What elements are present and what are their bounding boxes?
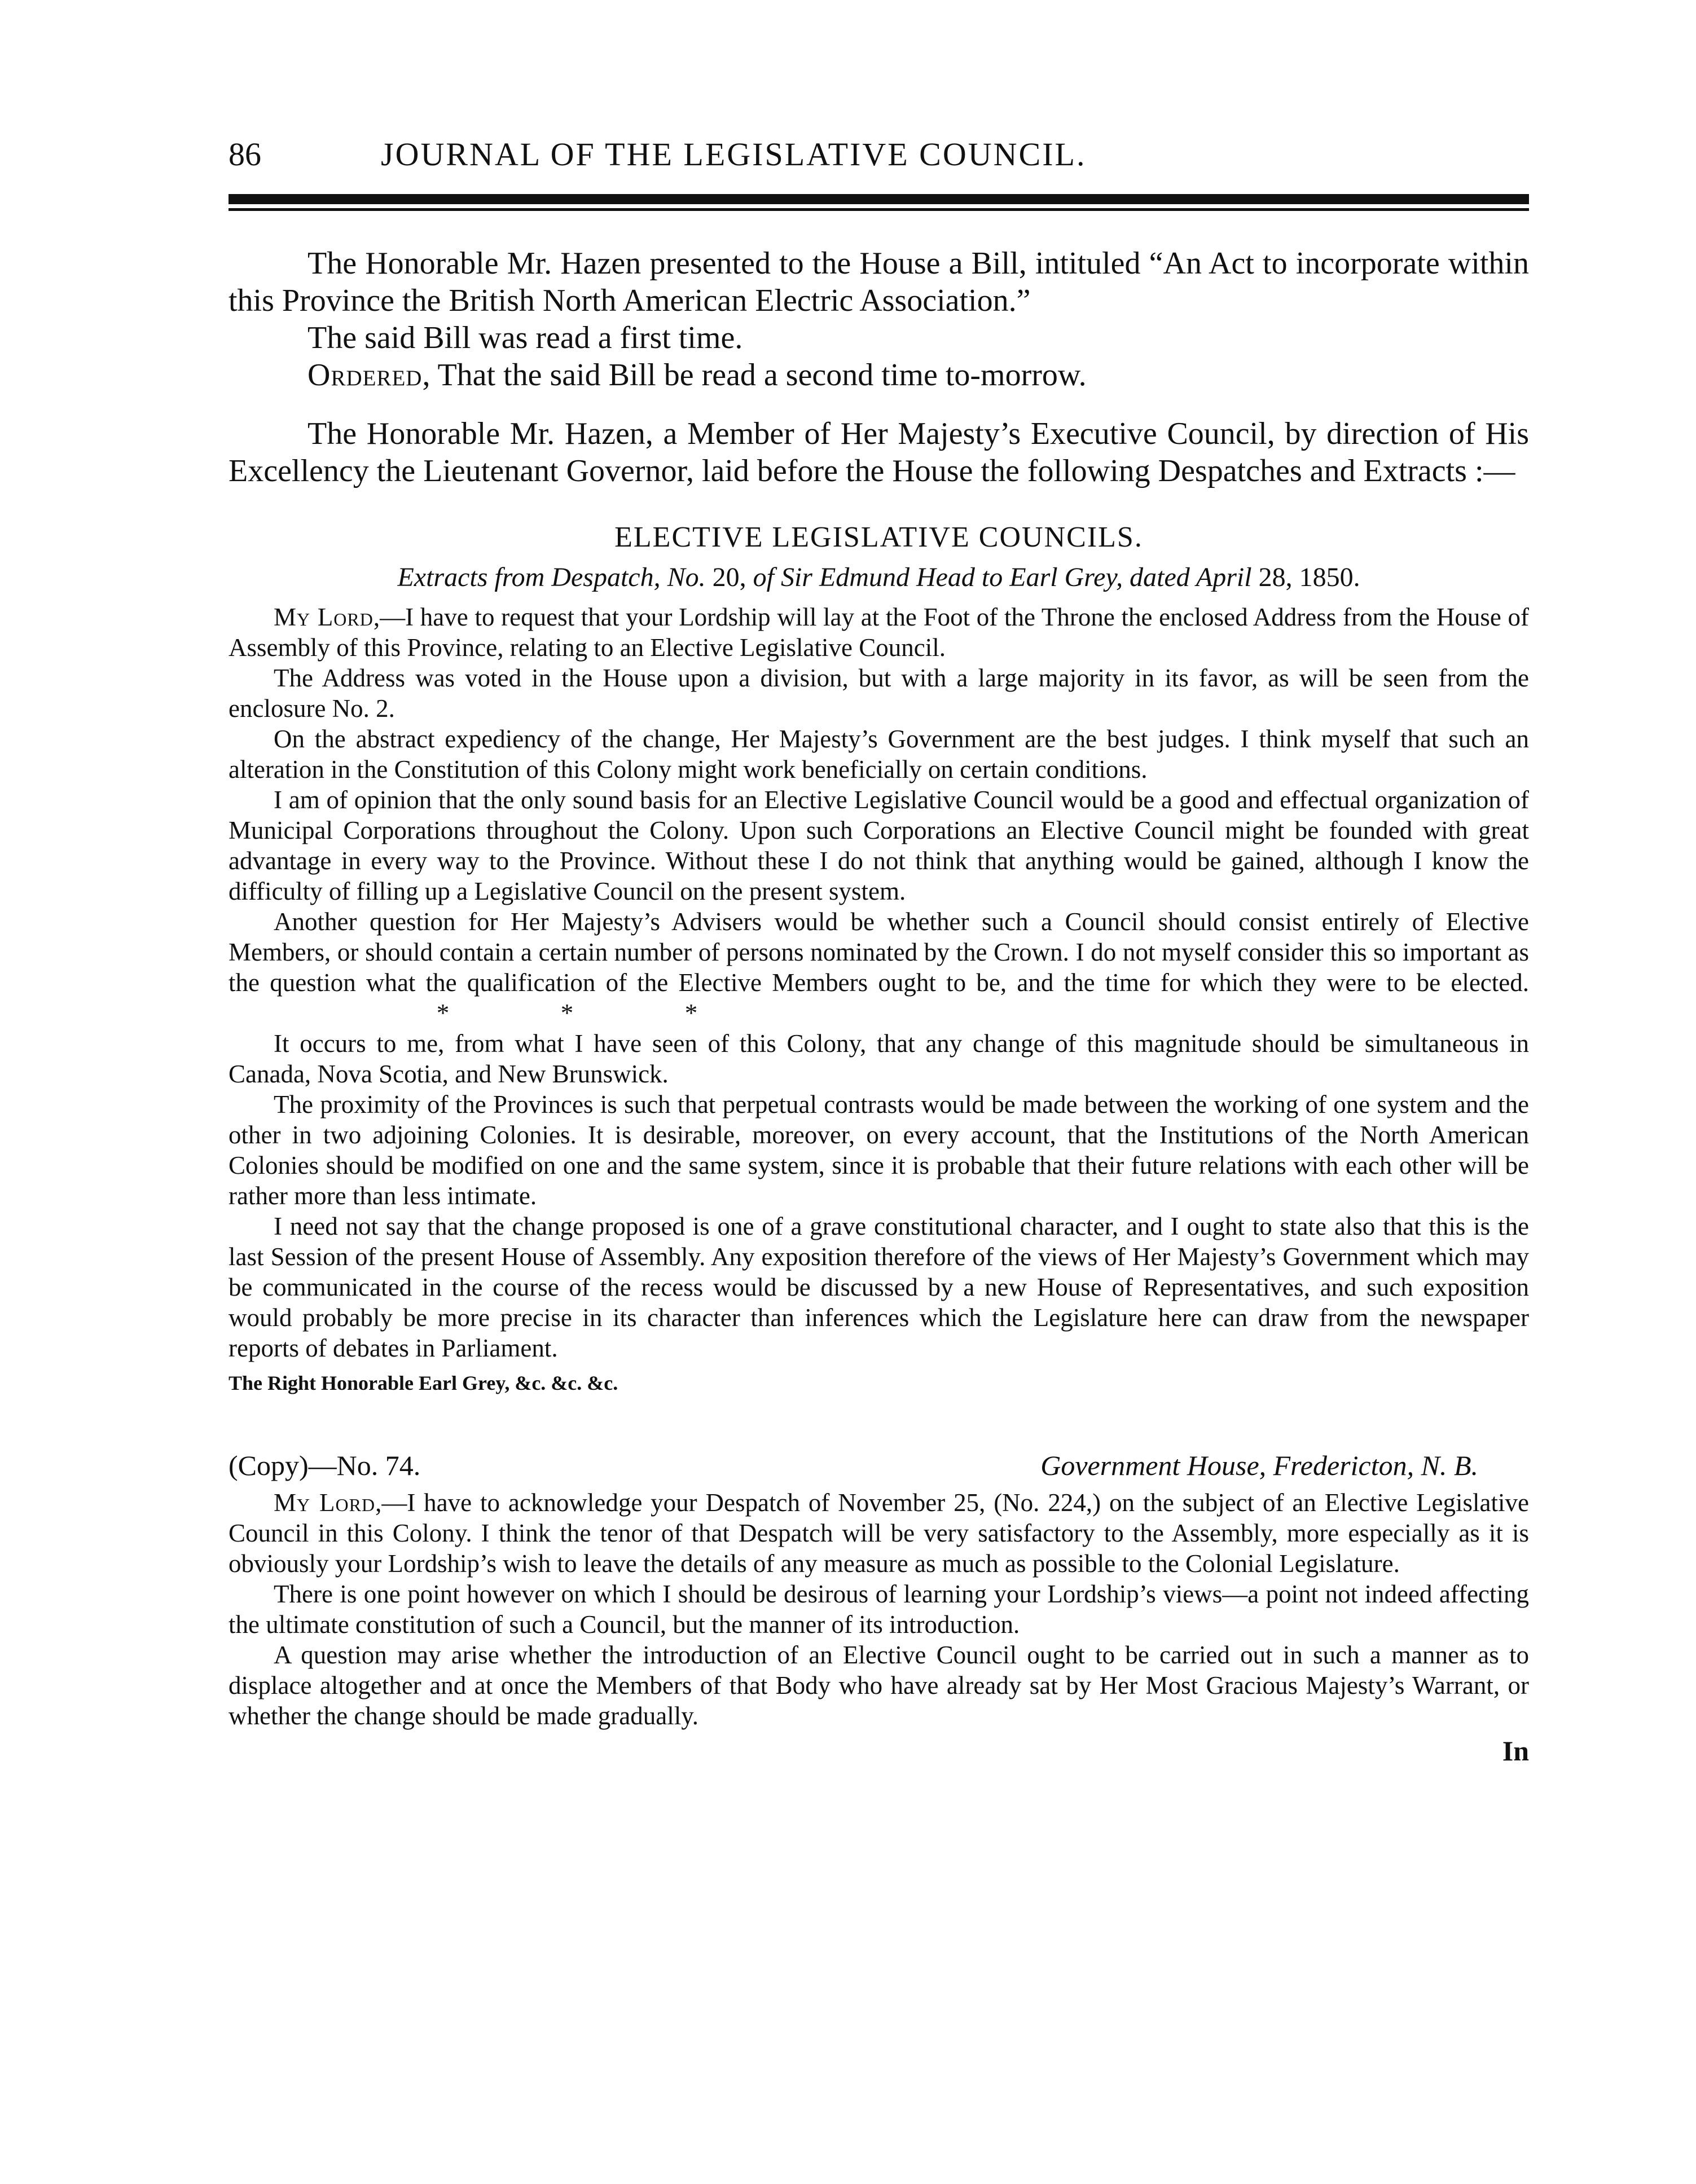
despatch1-paragraph: On the abstract expediency of the change, Her Majesty’s Government are the best judges. I think myself that such an alteration in the Constitution of this Colony might work beneficially on certain conditions. [229, 725, 1529, 783]
star-mark: * [560, 999, 574, 1027]
despatch1-paragraph-with-stars [229, 906, 1529, 1028]
caption-part2: of Sir Edmund Head to Earl Grey, dated April [753, 562, 1252, 592]
page-header [229, 135, 1529, 180]
despatch1-paragraph: The Address was voted in the House upon a division, but with a large majority in its favor, as will be seen from the enclosure No. 2. [229, 664, 1529, 723]
running-title: JOURNAL OF THE LEGISLATIVE COUNCIL. [381, 136, 1087, 173]
despatch2-first: ,—I have to acknowledge your Despatch of November 25, (No. 224,) on the subject of an Elective Legislative Council in this Colony. I think the tenor of that Despatch will be very satisfactory to the Assembly, more especially as it is obviously your Lordship’s wish to leave the details of any measure as much as possible to the Colonial Legislature. [229, 1489, 1529, 1578]
omission-stars [313, 998, 731, 1028]
despatch1-paragraph: I need not say that the change proposed is one of a grave constitutional character, and I ought to state also that this is the last Session of the present House of Assembly. Any exposition therefore of the views of Her Majesty’s Government which may be communicated in the course of the recess would be discussed by a new House of Representatives, and such exposition would probably be more precise in its character than inferences which the Legislature here can draw from the newspaper reports of debates in Parliament. [229, 1212, 1529, 1362]
despatch1-first: ,—I have to request that your Lordship will lay at the Foot of the Throne the enclosed Address from the House of Assembly of this Province, relating to an Elective Legislative Council. [229, 603, 1529, 662]
despatch2-opening [229, 1487, 1529, 1579]
ordered-label: Ordered [307, 358, 423, 393]
laid-before-paragraph: The Honorable Mr. Hazen, a Member of Her Majesty’s Executive Council, by direction of His Excellency the Lieutenant Governor, laid before the House the following Despatches and Extracts :— [229, 416, 1529, 488]
ordered-paragraph [229, 356, 1529, 394]
catchword: In [1502, 1735, 1529, 1767]
despatch1-paragraph: The proximity of the Provinces is such that perpetual contrasts would be made between the working of one system and the other in two adjoining Colonies. It is desirable, moreover, on every account, that the Institutions of the North American Colonies should be modified on one and the same system, since it is probable that their future relations with each other will be rather more than less intimate. [229, 1090, 1529, 1210]
caption-date: 28, 1850. [1251, 562, 1360, 592]
despatch1-paragraph: I am of opinion that the only sound basis for an Elective Legislative Council would be a good and effectual organization of Municipal Corporations throughout the Colony. Upon such Corporations an Elective Council might be founded with great advantage in every way to the Province. Without these I do not think that anything would be gained, although I know the difficulty of filling up a Legislative Council on the present system. [229, 786, 1529, 905]
page-number: 86 [229, 136, 261, 173]
copy-number: (Copy)—No. 74. [229, 1450, 421, 1481]
copy-line [229, 1449, 1529, 1482]
despatch1-address: The Right Honorable Earl Grey, &c. &c. &c. [229, 1372, 618, 1394]
caption-part1: Extracts from Despatch, No. [397, 562, 706, 592]
star-mark: * [436, 999, 450, 1027]
despatch1-salutation: My Lord [274, 603, 374, 631]
despatch1-opening [229, 602, 1529, 663]
journal-page [229, 135, 1529, 1767]
caption-number: 20, [705, 562, 753, 592]
star-mark: * [684, 999, 698, 1027]
despatch2-salutation: My Lord [274, 1489, 376, 1517]
header-rule-thin [229, 208, 1529, 211]
despatch2-paragraph: A question may arise whether the introduction of an Elective Council ought to be carried out in such a manner as to displace altogether and at once the Members of that Body who have already sat by Her Most Gracious Majesty’s Warrant, or whether the change should be made gradually. [229, 1641, 1529, 1730]
copy-location: Government House, Fredericton, N. B. [1040, 1450, 1478, 1481]
despatch1-paragraph-text: Another question for Her Majesty’s Advisers would be whether such a Council should consist entirely of Elective Members, or should contain a certain number of persons nominated by the Crown. I do not myself consider this so important as the question what the qualification of the Elective Members ought to be, and the time for which they were to be elected. [229, 908, 1529, 997]
ordered-text: , That the said Bill be read a second time to-morrow. [422, 358, 1087, 393]
bill-presented-paragraph: The Honorable Mr. Hazen presented to the House a Bill, intituled “An Act to incorporate within this Province the British North American Electric Association.” [229, 246, 1529, 318]
section-heading: ELECTIVE LEGISLATIVE COUNCILS. [614, 521, 1143, 553]
despatch1-paragraph: It occurs to me, from what I have seen of this Colony, that any change of this magnitude should be simultaneous in Canada, Nova Scotia, and New Brunswick. [229, 1029, 1529, 1088]
despatch2-paragraph: There is one point however on which I should be desirous of learning your Lordship’s views—a point not indeed affecting the ultimate constitution of such a Council, but the manner of its introduction. [229, 1580, 1529, 1639]
extract-caption [229, 562, 1529, 593]
header-rule-thick [229, 194, 1529, 204]
first-reading-paragraph: The said Bill was read a first time. [307, 320, 743, 355]
